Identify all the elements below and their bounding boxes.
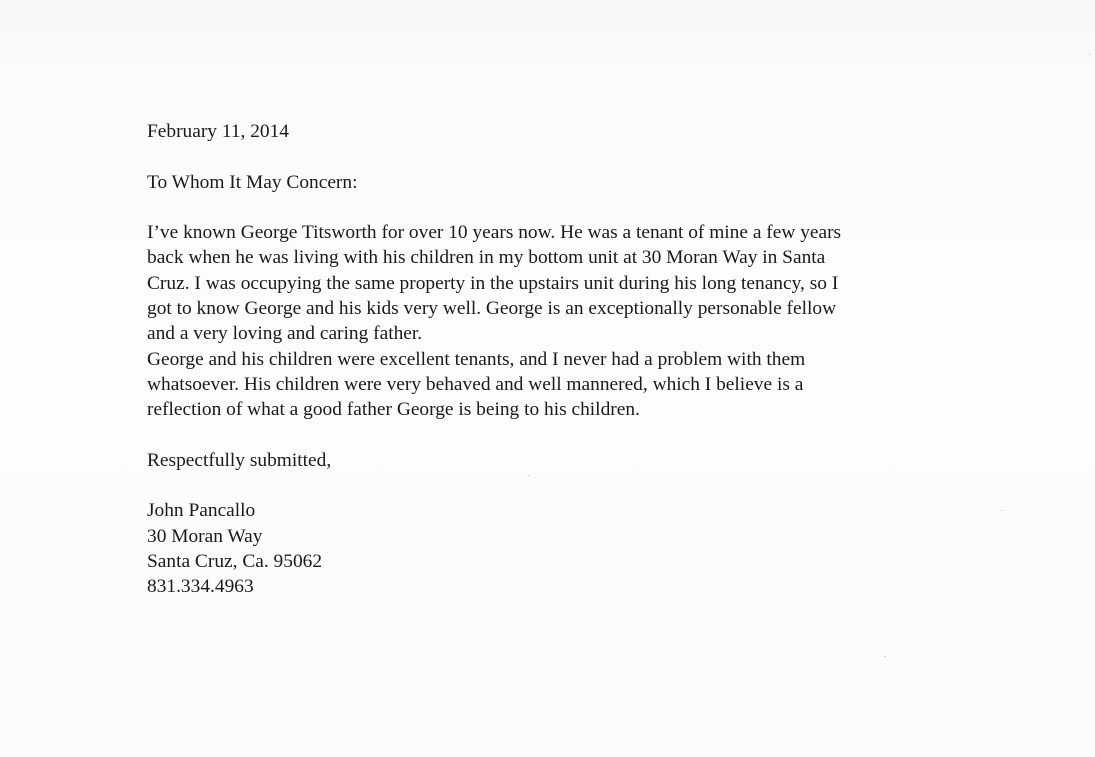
body-line: and a very loving and caring father. xyxy=(147,323,423,345)
closing: Respectfully submitted, xyxy=(147,449,332,471)
signature-block xyxy=(147,498,947,599)
body-line: got to know George and his kids very well. George is an exceptionally personable fellow xyxy=(147,298,837,320)
spacer xyxy=(147,195,947,220)
letter xyxy=(147,119,947,600)
scan-speck xyxy=(1089,54,1091,55)
letter-date: February 11, 2014 xyxy=(147,121,289,142)
body-line: whatsoever. His children were very behaved and well mannered, which I believe is a xyxy=(147,373,804,395)
spacer xyxy=(147,423,947,448)
signer-name: John Pancallo xyxy=(147,500,256,522)
signer-phone: 831.334.4963 xyxy=(147,576,254,598)
letter-body xyxy=(147,220,947,422)
scan-speck xyxy=(1001,510,1003,511)
body-line: I’ve known George Titsworth for over 10 years now. He was a tenant of mine a few years xyxy=(147,222,842,244)
salutation: To Whom It May Concern: xyxy=(147,171,358,193)
spacer xyxy=(147,473,947,498)
body-line: reflection of what a good father George is being to his children. xyxy=(147,399,640,421)
body-line: George and his children were excellent tenants, and I never had a problem with them xyxy=(147,348,806,370)
signer-address-line2: Santa Cruz, Ca. 95062 xyxy=(147,551,323,573)
scan-speck xyxy=(884,656,886,657)
body-line: Cruz. I was occupying the same property in the upstairs unit during his long tenancy, so I xyxy=(147,272,839,294)
signer-address-line1: 30 Moran Way xyxy=(147,525,263,547)
scan-speck xyxy=(528,475,530,476)
spacer xyxy=(147,144,947,169)
body-line: back when he was living with his children in my bottom unit at 30 Moran Way in Santa xyxy=(147,247,826,269)
